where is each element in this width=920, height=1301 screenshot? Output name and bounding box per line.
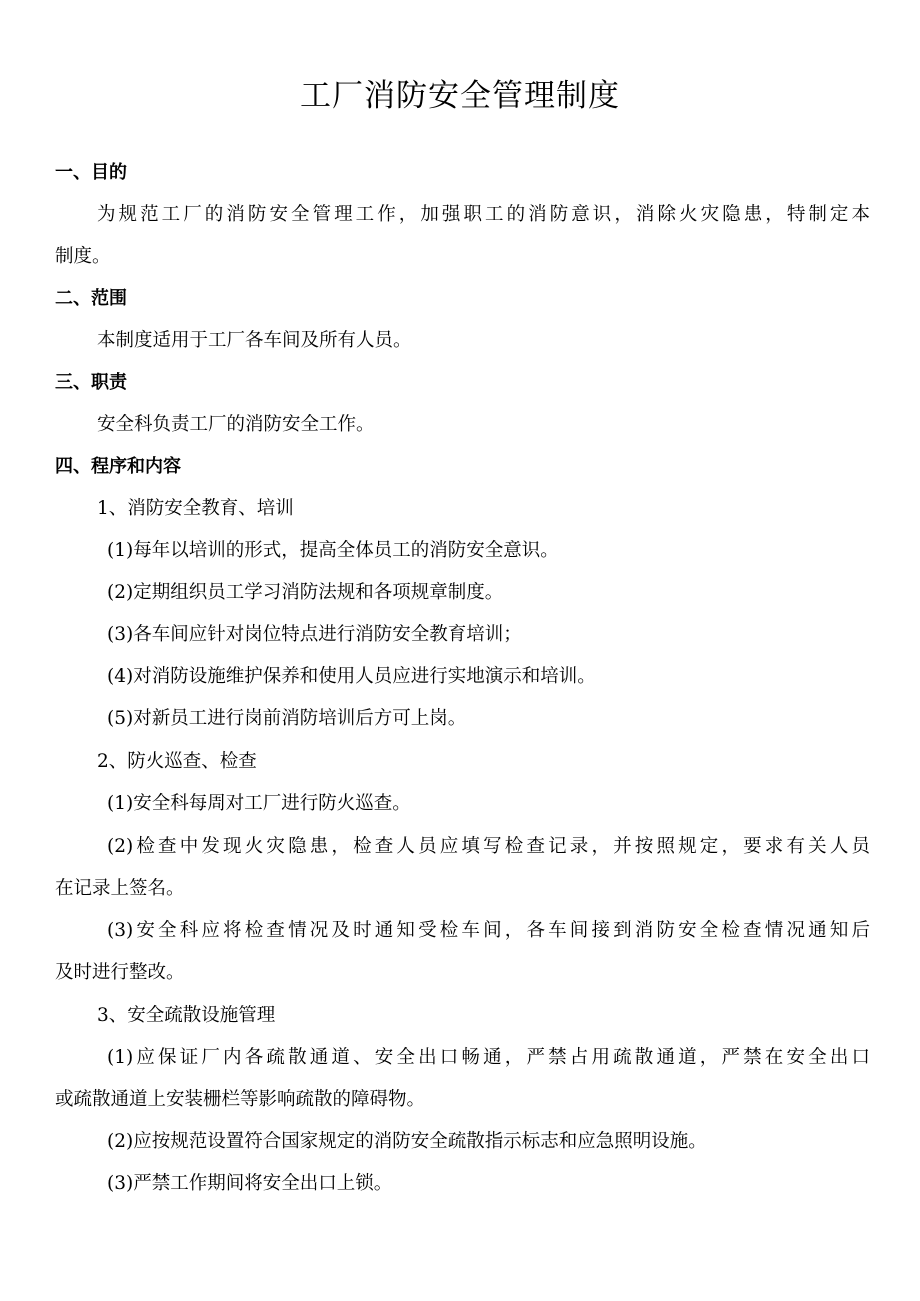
training-item-1: (1)每年以培训的形式，提高全体员工的消防安全意识。 xyxy=(107,540,559,561)
training-item-3: (3)各车间应针对岗位特点进行消防安全教育培训； xyxy=(107,624,522,645)
subsection-title-training: 1、消防安全教育、培训 xyxy=(97,498,294,519)
duty-text: 安全科负责工厂的消防安全工作。 xyxy=(97,414,375,435)
subsection-title-evacuation: 3、安全疏散设施管理 xyxy=(97,1005,276,1026)
evacuation-item-3: (3)严禁工作期间将安全出口上锁。 xyxy=(107,1173,393,1194)
evacuation-item-1-line-1: (1)应保证厂内各疏散通道、安全出口畅通，严禁占用疏散通道，严禁在安全出口 xyxy=(107,1047,870,1068)
scope-text: 本制度适用于工厂各车间及所有人员。 xyxy=(97,330,412,351)
section-heading-procedure: 四、程序和内容 xyxy=(55,456,181,477)
subsection-title-inspection: 2、防火巡查、检查 xyxy=(97,751,257,772)
evacuation-item-2: (2)应按规范设置符合国家规定的消防安全疏散指示标志和应急照明设施。 xyxy=(107,1131,707,1152)
inspection-item-2-line-2: 在记录上签名。 xyxy=(55,878,185,899)
training-item-4: (4)对消防设施维护保养和使用人员应进行实地演示和培训。 xyxy=(107,666,596,687)
document-title: 工厂消防安全管理制度 xyxy=(300,78,620,114)
inspection-item-1: (1)安全科每周对工厂进行防火巡查。 xyxy=(107,793,411,814)
purpose-text-line-1: 为规范工厂的消防安全管理工作，加强职工的消防意识，消除火灾隐患，特制定本 xyxy=(97,204,870,225)
training-item-2: (2)定期组织员工学习消防法规和各项规章制度。 xyxy=(107,582,504,603)
training-item-5: (5)对新员工进行岗前消防培训后方可上岗。 xyxy=(107,708,467,729)
section-heading-purpose: 一、目的 xyxy=(55,162,127,183)
section-heading-duty: 三、职责 xyxy=(55,372,127,393)
inspection-item-3-line-2: 及时进行整改。 xyxy=(55,962,185,983)
inspection-item-3-line-1: (3)安全科应将检查情况及时通知受检车间，各车间接到消防安全检查情况通知后 xyxy=(107,920,870,941)
inspection-item-2-line-1: (2)检查中发现火灾隐患，检查人员应填写检查记录，并按照规定，要求有关人员 xyxy=(107,836,870,857)
purpose-text-line-2: 制度。 xyxy=(55,246,111,267)
evacuation-item-1-line-2: 或疏散通道上安装栅栏等影响疏散的障碍物。 xyxy=(55,1089,426,1110)
section-heading-scope: 二、范围 xyxy=(55,288,127,309)
